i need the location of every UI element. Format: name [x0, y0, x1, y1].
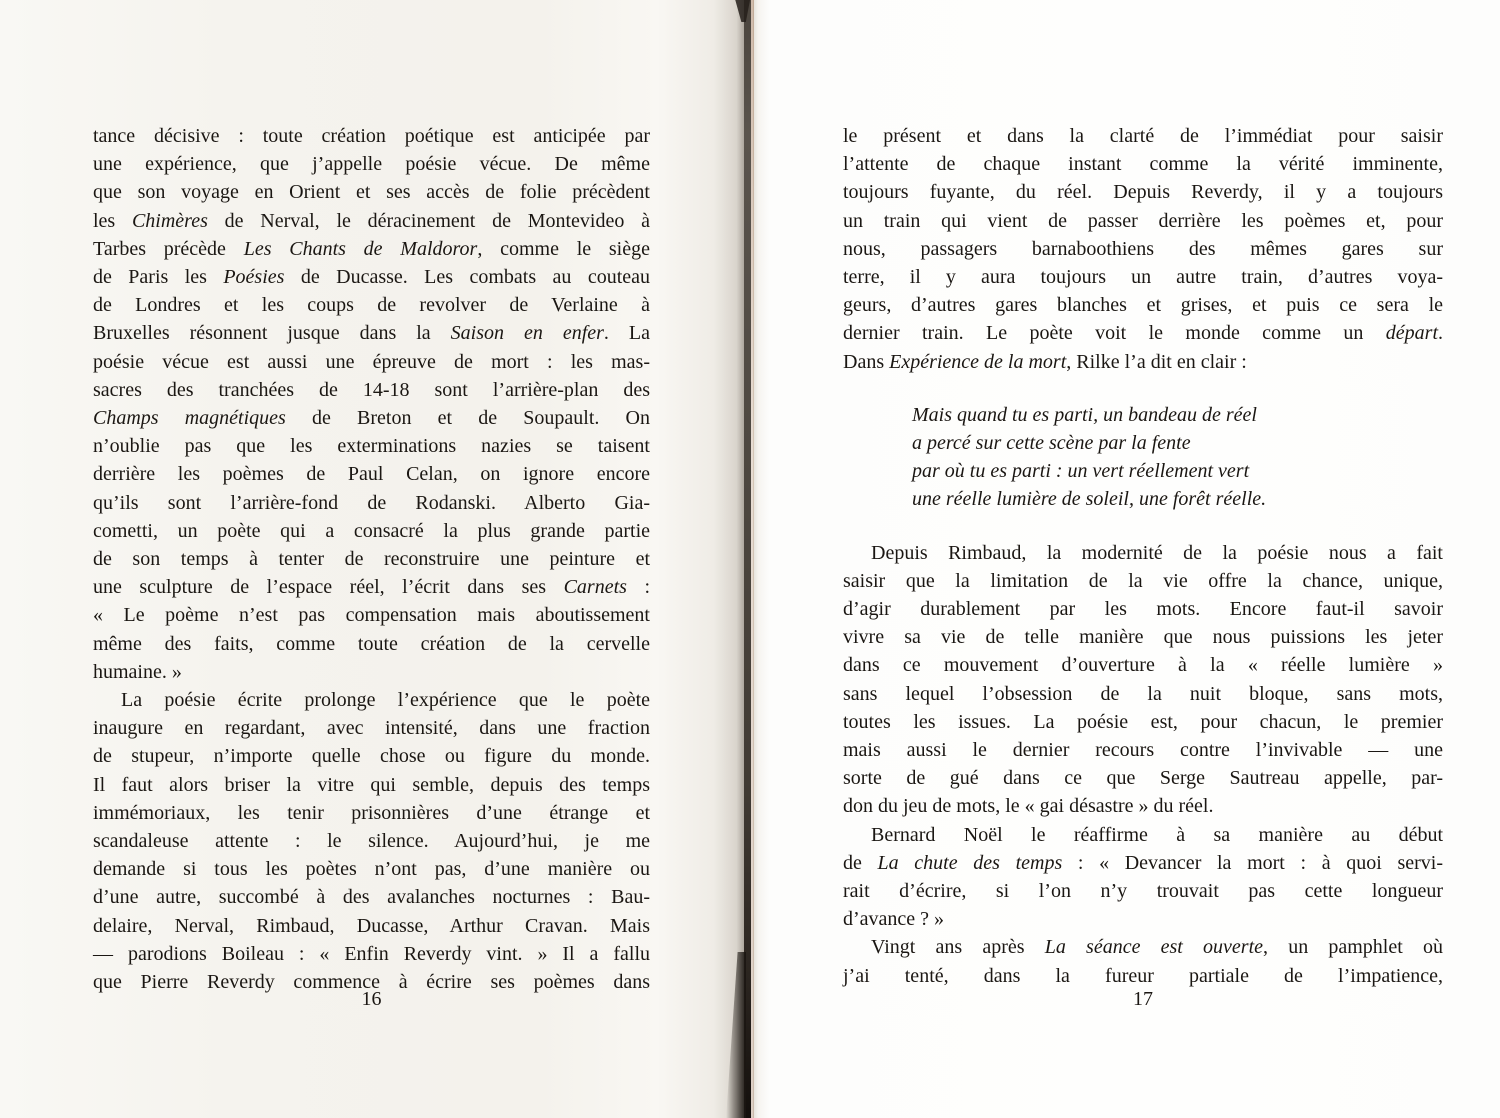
body-text-line: demande si tous les poètes n’ont pas, d’une manière ou — [93, 858, 650, 881]
body-text-line: les Chimères de Nerval, le déracinement de Montevideo à — [93, 209, 650, 232]
body-text-line: dernier train. Le poète voit le monde comme un départ. — [843, 322, 1443, 345]
body-text-line: de La chute des temps : « Devancer la mort : à quoi servi- — [843, 851, 1443, 874]
body-text-line: de Londres et les coups de revolver de Verlaine à — [93, 294, 650, 317]
body-text-line: terre, il y aura toujours un autre train, d’autres voya- — [843, 266, 1443, 289]
body-text-line: qu’ils sont l’arrière-fond de Rodanski. Alberto Gia- — [93, 491, 650, 514]
body-text-line: tance décisive : toute création poétique est anticipée par — [93, 125, 650, 147]
poem-line: Mais quand tu es parti, un bandeau de réel — [912, 403, 1257, 426]
body-text-line: Depuis Rimbaud, la modernité de la poésie nous a fait — [871, 541, 1443, 564]
body-text-line: dans ce mouvement d’ouverture à la « réelle lumière » — [843, 654, 1443, 677]
body-text-line: delaire, Nerval, Rimbaud, Ducasse, Arthur Cravan. Mais — [93, 914, 650, 937]
binding-gutter-line — [744, 0, 751, 1118]
body-text-line: geurs, d’autres gares blanches et grises, et puis ce sera le — [843, 294, 1443, 317]
body-text-line: mais aussi le dernier recours contre l’invivable — une — [843, 739, 1443, 762]
page-number-left: 16 — [361, 988, 382, 1010]
body-text-line: de Paris les Poésies de Ducasse. Les combats au couteau — [93, 266, 650, 289]
body-text-line: Vingt ans après La séance est ouverte, un pamphlet où — [871, 936, 1443, 959]
body-text-line: d’une autre, succombé à des avalanches nocturnes : Bau- — [93, 886, 650, 909]
body-text-line: sacres des tranchées de 14-18 sont l’arrière-plan des — [93, 378, 650, 401]
page-right — [753, 0, 1500, 1118]
body-text-line: cometti, un poète qui a consacré la plus grande partie — [93, 519, 650, 542]
body-text-line: sorte de gué dans ce que Serge Sautreau appelle, par- — [843, 767, 1443, 790]
body-text-line: l’attente de chaque instant comme la vérité imminente, — [843, 153, 1443, 176]
body-text-line: Tarbes précède Les Chants de Maldoror, comme le siège — [93, 237, 650, 260]
body-text-line: sans lequel l’obsession de la nuit bloque, sans mots, — [843, 682, 1443, 705]
body-text-line: immémoriaux, les tenir prisonnières d’une étrange et — [93, 801, 650, 824]
page-left — [0, 0, 747, 1118]
body-text-line: une sculpture de l’espace réel, l’écrit dans ses Carnets : — [93, 576, 651, 599]
body-text-line: d’agir durablement par les mots. Encore faut-il savoir — [843, 598, 1443, 621]
body-text-line: de son temps à tenter de reconstruire une peinture et — [93, 548, 650, 571]
body-text-line: vivre sa vie de telle manière que nous puissions les jeter — [843, 626, 1443, 649]
body-text-line: inaugure en regardant, avec intensité, dans une fraction — [93, 717, 650, 740]
body-text-line: j’ai tenté, dans la fureur partiale de l’impatience, — [843, 964, 1443, 987]
body-text-line: nous, passagers barnaboothiens des mêmes gares sur — [843, 237, 1443, 260]
body-text-line: « Le poème n’est pas compensation mais aboutissement — [93, 604, 650, 627]
body-text-line: Il faut alors briser la vitre qui semble, depuis des temps — [93, 773, 650, 796]
body-text-line: Dans Expérience de la mort, Rilke l’a dit en clair : — [843, 350, 1247, 373]
body-text-line: n’oublie pas que les exterminations nazies se taisent — [93, 435, 650, 458]
body-text-line: rait d’écrire, si l’on n’y trouvait pas cette longueur — [843, 880, 1443, 903]
body-text-line: d’avance ? » — [843, 908, 945, 931]
body-text-line: un train qui vient de passer derrière les poèmes et, pour — [843, 209, 1443, 232]
body-text-line: Bruxelles résonnent jusque dans la Saison en enfer. La — [93, 322, 650, 345]
body-text-line: don du jeu de mots, le « gai désastre » du réel. — [843, 795, 1214, 818]
body-text-line: derrière les poèmes de Paul Celan, on ignore encore — [93, 463, 650, 486]
body-text-line: humaine. » — [93, 660, 182, 683]
body-text-line: le présent et dans la clarté de l’immédiat pour saisir — [843, 125, 1443, 147]
page-number-right: 17 — [1133, 988, 1153, 1010]
body-text-line: une expérience, que j’appelle poésie vécue. De même — [93, 153, 650, 176]
body-text-line: saisir que la limitation de la vie offre la chance, unique, — [843, 569, 1443, 592]
body-text-line: que Pierre Reverdy commence à écrire ses poèmes dans — [93, 971, 650, 994]
body-text-line: même des faits, comme toute création de la cervelle — [93, 632, 650, 655]
poem-line: par où tu es parti : un vert réellement vert — [912, 460, 1250, 483]
body-text-line: scandaleuse attente : le silence. Aujourd’hui, je me — [93, 830, 650, 853]
body-text-line: — parodions Boileau : « Enfin Reverdy vint. » Il a fallu — [93, 942, 650, 965]
body-text-line: toujours fuyante, du réel. Depuis Reverdy, il y a toujours — [843, 181, 1443, 204]
poem-line: une réelle lumière de soleil, une forêt réelle. — [912, 488, 1267, 511]
body-text-line: toutes les issues. La poésie est, pour chacun, le premier — [843, 710, 1443, 733]
body-text-line: poésie vécue est aussi une épreuve de mort : les mas- — [93, 350, 650, 373]
page-left-text — [93, 122, 650, 996]
body-text-line: La poésie écrite prolonge l’expérience que le poète — [121, 689, 650, 712]
binding-gutter-edge — [751, 0, 754, 1118]
body-text-line: que son voyage en Orient et ses accès de folie précèdent — [93, 181, 650, 204]
body-text-line: Champs magnétiques de Breton et de Soupault. On — [93, 407, 650, 430]
body-text-line: Bernard Noël le réaffirme à sa manière au début — [871, 823, 1443, 846]
poem-line: a percé sur cette scène par la fente — [912, 432, 1191, 455]
page-right-text — [843, 122, 1443, 990]
body-text-line: de stupeur, n’importe quelle chose ou figure du monde. — [93, 745, 650, 768]
